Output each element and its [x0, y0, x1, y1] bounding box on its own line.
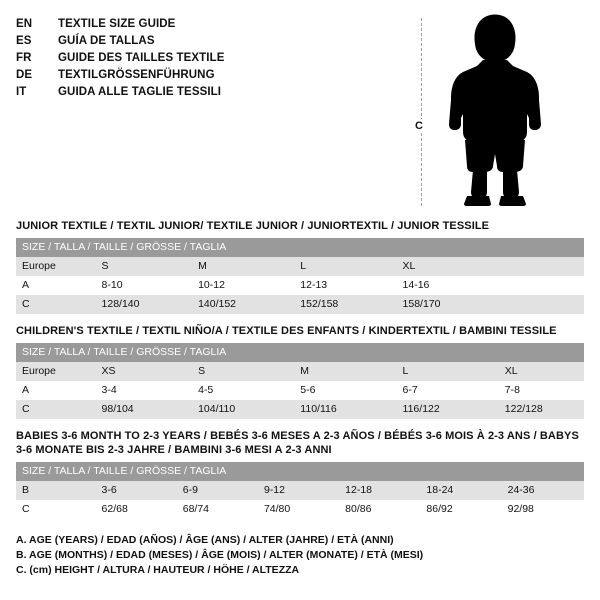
cell: 9-12	[258, 481, 339, 500]
cell: 6-7	[397, 381, 499, 400]
footnote-c: C. (cm) HEIGHT / ALTURA / HAUTEUR / HÖHE / ALTEZZA	[16, 564, 300, 576]
cell: 18-24	[420, 481, 501, 500]
cell: 92/98	[502, 500, 584, 519]
table-row	[16, 295, 584, 314]
size-table-children	[16, 343, 584, 419]
language-row-es	[16, 33, 405, 50]
language-code-it: IT	[16, 86, 27, 98]
table-header-row	[16, 343, 584, 362]
cell: 8-10	[96, 276, 193, 295]
cell: XL	[397, 257, 499, 276]
table-header-label: SIZE / TALLA / TAILLE / GRÖSSE / TAGLIA	[16, 462, 584, 481]
cell: 68/74	[177, 500, 258, 519]
table-row	[16, 362, 584, 381]
footnote-b: B. AGE (MONTHS) / EDAD (MESES) / ÂGE (MOIS) / ALTER (MONATE) / ETÀ (MESI)	[16, 549, 424, 561]
cell: 24-36	[502, 481, 584, 500]
section-junior	[16, 219, 584, 314]
cell: 140/152	[192, 295, 294, 314]
cell-empty	[499, 295, 584, 314]
table-row	[16, 481, 584, 500]
height-measure-line	[421, 18, 422, 206]
language-row-fr	[16, 50, 405, 67]
language-row-de	[16, 67, 405, 84]
cell: 10-12	[192, 276, 294, 295]
row-label: Europe	[16, 362, 96, 381]
language-row-en	[16, 16, 405, 33]
row-label: C	[16, 295, 96, 314]
cell: S	[192, 362, 294, 381]
language-code-fr: FR	[16, 52, 32, 64]
cell: 86/92	[420, 500, 501, 519]
cell: 5-6	[294, 381, 396, 400]
cell: 12-13	[294, 276, 396, 295]
cell: 110/116	[294, 400, 396, 419]
language-title-fr: GUIDE DES TAILLES TEXTILE	[58, 52, 225, 64]
cell: 62/68	[96, 500, 177, 519]
cell: 6-9	[177, 481, 258, 500]
cell: 4-5	[192, 381, 294, 400]
language-row-it	[16, 84, 405, 101]
cell: 3-4	[96, 381, 193, 400]
section-title-babies: BABIES 3-6 MONTH TO 2-3 YEARS / BEBÉS 3-6 MESES A 2-3 AÑOS / BÉBÉS 3-6 MOIS À 2-3 ANS / BABYS 3-6 MONATE BIS 2-3 JAHRE / BAMBINI 3-6 MESI A 2-3 ANNI	[16, 430, 579, 456]
language-title-en: TEXTILE SIZE GUIDE	[58, 18, 176, 30]
section-children	[16, 324, 584, 419]
table-header-row	[16, 462, 584, 481]
section-title-children: CHILDREN'S TEXTILE / TEXTIL NIÑO/A / TEXTILE DES ENFANTS / KINDERTEXTIL / BAMBINI TESSILE	[16, 325, 557, 337]
row-label: A	[16, 381, 96, 400]
row-label: C	[16, 400, 96, 419]
language-title-de: TEXTILGRÖSSENFÜHRUNG	[58, 69, 215, 81]
cell: 3-6	[96, 481, 177, 500]
row-label: Europe	[16, 257, 96, 276]
cell: 122/128	[499, 400, 584, 419]
section-title-junior: JUNIOR TEXTILE / TEXTIL JUNIOR/ TEXTILE JUNIOR / JUNIORTEXTIL / JUNIOR TESSILE	[16, 220, 490, 232]
section-babies	[16, 429, 584, 519]
table-row	[16, 381, 584, 400]
row-label: A	[16, 276, 96, 295]
cell: 12-18	[339, 481, 420, 500]
language-code-es: ES	[16, 35, 32, 47]
header	[16, 14, 584, 209]
cell-empty	[499, 276, 584, 295]
language-title-list	[16, 14, 405, 101]
footnote-list	[16, 533, 584, 578]
cell: 14-16	[397, 276, 499, 295]
language-title-es: GUÍA DE TALLAS	[58, 35, 155, 47]
size-table-junior	[16, 238, 584, 314]
language-title-it: GUIDA ALLE TAGLIE TESSILI	[58, 86, 222, 98]
cell: 152/158	[294, 295, 396, 314]
cell: 116/122	[397, 400, 499, 419]
cell: M	[294, 362, 396, 381]
cell: S	[96, 257, 193, 276]
language-code-de: DE	[16, 69, 33, 81]
language-code-en: EN	[16, 18, 33, 30]
table-row	[16, 400, 584, 419]
cell: 80/86	[339, 500, 420, 519]
cell: XL	[499, 362, 584, 381]
cell: 104/110	[192, 400, 294, 419]
cell: 128/140	[96, 295, 193, 314]
measurement-figure	[409, 14, 584, 209]
cell: 7-8	[499, 381, 584, 400]
cell: L	[397, 362, 499, 381]
height-measure-label: C	[414, 120, 423, 132]
table-row	[16, 257, 584, 276]
table-row	[16, 276, 584, 295]
row-label: C	[16, 500, 96, 519]
cell-empty	[499, 257, 584, 276]
size-table-babies	[16, 462, 584, 519]
row-label: B	[16, 481, 96, 500]
table-header-label: SIZE / TALLA / TAILLE / GRÖSSE / TAGLIA	[16, 343, 584, 362]
toddler-silhouette-icon	[443, 14, 563, 206]
table-header-label: SIZE / TALLA / TAILLE / GRÖSSE / TAGLIA	[16, 238, 584, 257]
cell: 158/170	[397, 295, 499, 314]
cell: 98/104	[96, 400, 193, 419]
footnote-a: A. AGE (YEARS) / EDAD (AÑOS) / ÂGE (ANS) / ALTER (JAHRE) / ETÀ (ANNI)	[16, 534, 394, 546]
table-header-row	[16, 238, 584, 257]
cell: M	[192, 257, 294, 276]
cell: XS	[96, 362, 193, 381]
cell: L	[294, 257, 396, 276]
cell: 74/80	[258, 500, 339, 519]
table-row	[16, 500, 584, 519]
